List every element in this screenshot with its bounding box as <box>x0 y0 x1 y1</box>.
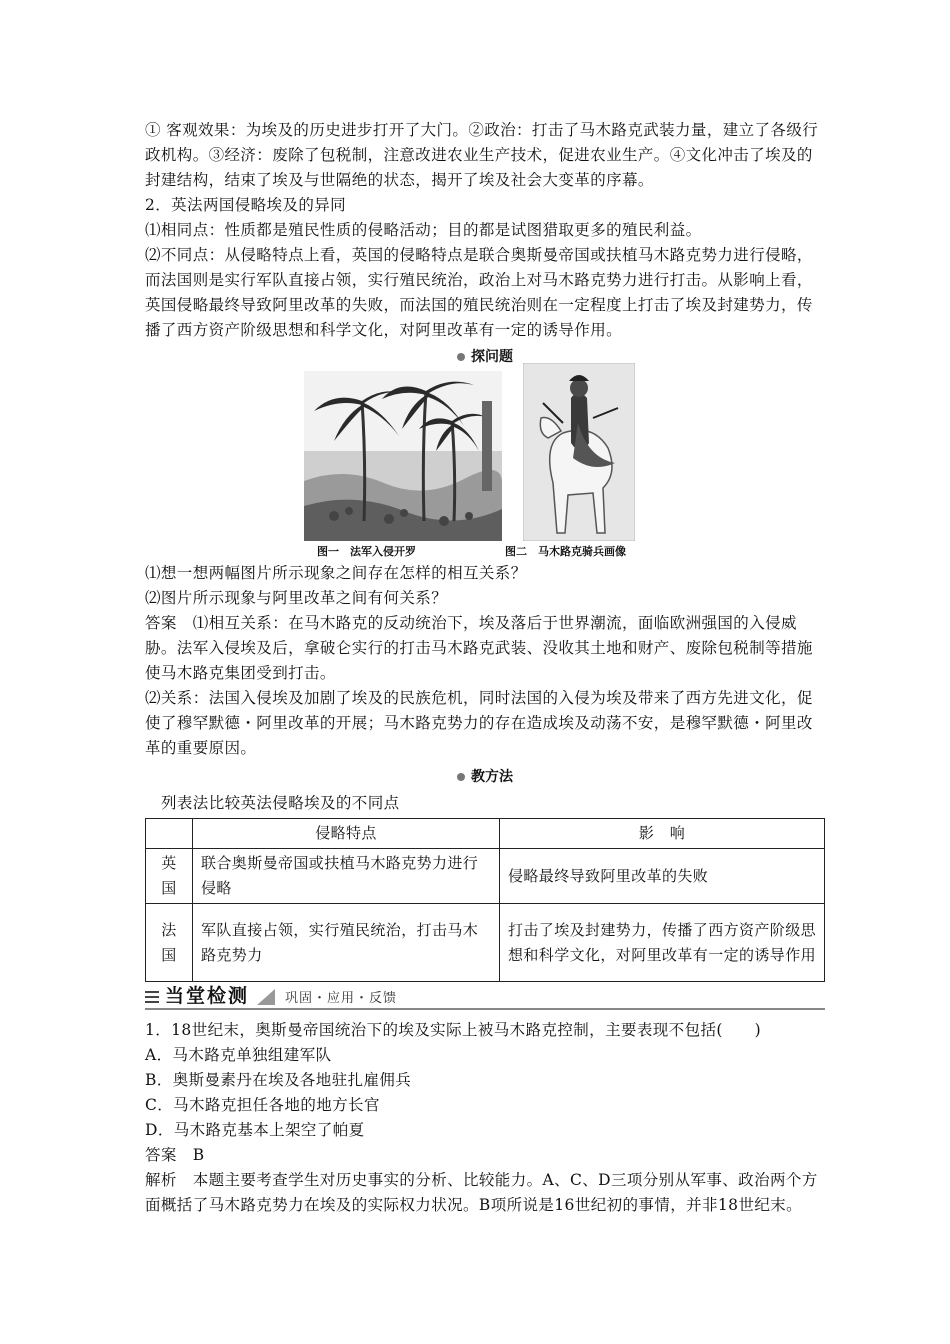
similarities-paragraph: ⑴相同点：性质都是殖民性质的侵略活动；目的都是试图猎取更多的殖民利益。 <box>145 221 702 239</box>
comparison-table <box>145 818 825 982</box>
effects-paragraph: ① 客观效果：为埃及的历史进步打开了大门。②政治：打击了马木路克武装力量，建立了各级行政机构。③经济：废除了包税制，注意改进农业生产技术，促进农业生产。④文化冲击了埃及的封建结构，结束了埃及与世隔绝的状态，揭开了埃及社会大变革的序幕。 <box>145 121 819 189</box>
option-d: D．马木路克基本上架空了帕夏 <box>145 1121 365 1139</box>
banner-title: 当堂检测 <box>165 985 250 1007</box>
figure-1-caption: 图一 法军入侵开罗 <box>317 545 416 558</box>
table-cell: 军队直接占领，实行殖民统治，打击马木路克势力 <box>193 904 500 982</box>
option-c: C．马木路克担任各地的地方长官 <box>145 1096 380 1114</box>
option-a: A．马木路克单独组建军队 <box>145 1046 332 1064</box>
table-row <box>146 849 825 904</box>
question-1: ⑴想一想两幅图片所示现象之间存在怎样的相互关系？ <box>145 564 527 582</box>
method-heading-text: 教方法 <box>471 769 513 785</box>
table-cell: 英国 <box>146 849 193 904</box>
check-question: 1．18世纪末，奥斯曼帝国统治下的埃及实际上被马木路克控制，主要表现不包括( ) <box>145 1021 762 1039</box>
banner-subtitle: 巩固・应用・反馈 <box>285 991 398 1006</box>
method-section-heading <box>145 767 825 787</box>
table-cell: 侵略最终导致阿里改革的失败 <box>500 849 825 904</box>
differences-paragraph: ⑵不同点：从侵略特点上看，英国的侵略特点是联合奥斯曼帝国或扶植马木路克势力进行侵略，而法国则是实行军队直接占领，实行殖民统治，政治上对马木路克势力进行打击。从影响上看，英国侵略最终导致阿里改革的失败，而法国的殖民统治则在一定程度上打击了埃及封建势力，传播了西方资产阶级思想和科学文化，对阿里改革有一定的诱导作用。 <box>145 246 813 339</box>
bullet-dot-icon <box>457 353 465 361</box>
figure-french-invasion-image <box>304 371 502 541</box>
question-2: ⑵图片所示现象与阿里改革之间有何关系？ <box>145 589 448 607</box>
table-header-cell: 侵略特点 <box>193 819 500 849</box>
explore-heading-text: 探问题 <box>471 349 513 365</box>
table-cell: 联合奥斯曼帝国或扶植马木路克势力进行侵略 <box>193 849 500 904</box>
bullet-dot-icon <box>457 773 465 781</box>
figure-mamluk-cavalry-image <box>523 363 635 541</box>
document-page <box>145 118 825 1218</box>
table-row <box>146 904 825 982</box>
stripes-icon <box>145 990 159 1004</box>
table-cell: 法国 <box>146 904 193 982</box>
table-cell: 打击了埃及封建势力，传播了西方资产阶级思想和科学文化，对阿里改革有一定的诱导作用 <box>500 904 825 982</box>
explore-section-heading <box>145 347 825 367</box>
section-banner <box>145 984 825 1010</box>
answer-1: 答案 ⑴相互关系：在马木路克的反动统治下，埃及落后于世界潮流，面临欧洲强国的入侵威胁。法军入侵埃及后，拿破仑实行的打击马木路克武装、没收其土地和财产、废除包税制等措施使马木路克集团受到打击。 <box>145 614 813 682</box>
table-header-cell <box>146 819 193 849</box>
table-header-cell: 影 响 <box>500 819 825 849</box>
figure-2-caption: 图二 马木路克骑兵画像 <box>505 545 626 558</box>
check-answer: 答案 B <box>145 1146 205 1164</box>
answer-2: ⑵关系：法国入侵埃及加剧了埃及的民族危机，同时法国的入侵为埃及带来了西方先进文化，促使了穆罕默德・阿里改革的开展；马木路克势力的存在造成埃及动荡不安，是穆罕默德・阿里改革的重要原因。 <box>145 689 813 757</box>
figures-row <box>145 371 825 561</box>
wedge-icon <box>257 989 275 1005</box>
comparison-heading: 2．英法两国侵略埃及的异同 <box>145 196 347 214</box>
option-b: B．奥斯曼素丹在埃及各地驻扎雇佣兵 <box>145 1071 412 1089</box>
table-intro: 列表法比较英法侵略埃及的不同点 <box>161 794 400 812</box>
check-analysis: 解析 本题主要考查学生对历史事实的分析、比较能力。A、C、D三项分别从军事、政治两个方面概括了马木路克势力在埃及的实际权力状况。B项所说是16世纪初的事情，并非18世纪末。 <box>145 1171 818 1214</box>
banner-rule <box>145 1008 825 1010</box>
table-header-row <box>146 819 825 849</box>
